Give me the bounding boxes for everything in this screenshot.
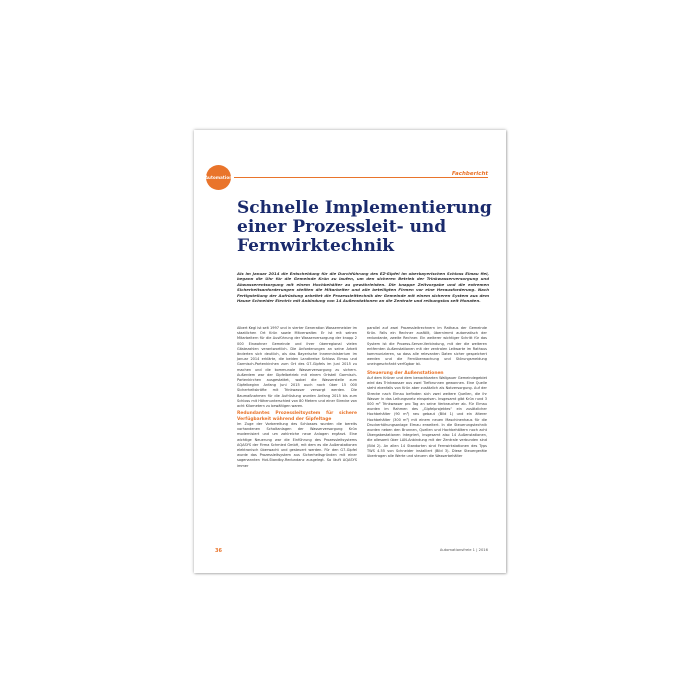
category-badge-label: Automation	[204, 175, 233, 180]
magazine-footer: Automationsfreie 1 | 2016	[439, 548, 488, 552]
body-column-right	[367, 326, 487, 459]
page-number: 36	[215, 548, 222, 554]
category-badge	[206, 165, 231, 190]
body-paragraph: Auf dem Krüner und dem benachbarten Wallgauer Gemeindegebiet wird das Trinkwasser aus zwei Tiefbrunnen gewonnen. Eine Quelle steht ebenfalls von Krün aber zusätzlich als Notversorgung. Auf der Strecke nach Elmau befinden sich zwei weitere Quellen, die ihr Wasser in das Leitungsnetz einspeisen. Insgesamt gibt Krün rund 3 000 m³ Trinkwasser pro Tag an seine Verbraucher ab. Für Elmau wurden im Rahmen des „Gipfelprojektes“ ein zusätzlicher Hochbehälter (90 m³) neu gebaut (Bild 1) und ein älterer Hochbehälter (300 m³) mit einem neuen Maschinenhaus für die Druckerhöhungsanlage Elmau erweitert. In die Steuerungstechnik wurden neben den Brunnen, Quellen und Hochbehältern noch acht Übergabestationen integriert, insgesamt also 14 Außenstationen, die allesamt über LAN-Anbindung mit der Zentrale verbunden sind (Bild 2). An allen 14 Standorten sind Fernwirkstationen des Typs TWS 4.55 von Schneider installiert (Bild 3). Diese Steuergeräte übertragen alle Werte und steuern die Wasserbehälter	[367, 376, 487, 459]
article-headline	[237, 198, 492, 256]
headline-line-1: Schnelle Implementierung	[237, 198, 492, 218]
header-rule	[234, 177, 488, 178]
headline-line-3: Fernwirktechnik	[237, 236, 395, 256]
body-subheading: Redundantes Prozessleitsystem für sichere Verfügbarkeit während der Gipfeltage	[237, 411, 357, 422]
body-paragraph: Albert Kegl ist seit 1997 und in vierter Generation Wassermeister im staatlichen Ort Krün sowie Mitverwalter. Er ist mit seinen Mitarbeitern für die Ausführung der Wasserversorgung der knapp 2 000 Einwohner Gemeinde und ihrer überregional vielen Gästezahlen verantwortlich. Die Anforderungen an seine Arbeit änderten sich deutlich, als das Bayerische Innenministerium im Januar 2014 erklärte, die beiden Landkreise Schloss Elmau und Garmisch-Partenkirchen zum Ort des G7-Gipfels im Juni 2015 zu machen und die kommunale Wasserversorgung zu sichern. Außerdem war der Gipfelbetrieb mit einem Ortsteil Garmisch-Partenkirchen ausgestattet, wobei die Wasserstelle zum Gipfelbeginn Anfang Juni 2015 auch noch über 15 000 Sicherheitskräfte mit Trinkwasser versorgt werden. Die Baumaßnahmen für die Aufrüstung wurden Anfang 2015 bis zum Schloss mit Höhenunterschied von 80 Metern und einer Strecke von acht Kilometern zu bewältigen waren.	[237, 326, 357, 409]
body-paragraph: parallel auf zwei Prozessleitrechnern im Rathaus der Gemeinde Krün. Falls ein Rechner ausfällt, übernimmt automatisch der redundante, zweite Rechner. Ein weiterer wichtiger Schritt für das System ist die Prozess-Server-Verbindung, mit der die weiteren entfernten Außenstationen mit der zentralen Leitwarte im Rathaus kommunizieren, so dass alle relevanten Daten sicher gespeichert werden und die Fernüberwachung und Störungsmeldung uneingeschränkt verfügbar ist.	[367, 326, 487, 367]
headline-line-2: einer Prozessleit- und	[237, 217, 447, 237]
body-paragraph: Im Zuge der Vorbereitung des Schlosses wurden die bereits vorhandenen Schaltanlagen der Wasserversorgung Krün modernisiert und um zahlreiche neue Anlagen ergänzt. Eine wichtige Neuerung war die Einführung des Prozessleitsystems AQASYS der Firma Schmied GmbH, mit dem es die Außenstationen elektronisch überwacht und gesteuert werden. Für den G7-Gipfel wurde das Prozessleitsystem aus Sicherheitsgründen mit einer sogenannten Hot-Standby-Redundanz ausgelegt. So läuft AQASYS immer	[237, 422, 357, 468]
body-column-left	[237, 326, 357, 469]
magazine-page	[194, 130, 506, 573]
body-subheading: Steuerung der Außenstationen	[367, 370, 444, 376]
article-lead: Als im Januar 2014 die Entscheidung für die Durchführung des EZ-Gipfel im oberbayerischen Schloss Elmau fiel, begann die Uhr für die Gemeinde Krün zu laufen, um den sicheren Betrieb der Trinkwasserversorgung und Abwasserentsorgung mit einem Hochbehälter zu gewährleisten. Die knappe Zeitvorgabe und die extremen Sicherheitsanforderungen stellten die Mitarbeiter und alle beteiligten Firmen vor eine Herausforderung. Nach Fertigstellung der Aufrüstung arbeitet die Prozessleittechnik der Gemeinde mit einem sicheren System aus dem Hause Schneider Electric mit Anbindung von 14 Außenstationen an die Zentrale und reibungslos seit Monaten.	[237, 271, 489, 304]
section-label: Fachbericht	[451, 171, 488, 177]
